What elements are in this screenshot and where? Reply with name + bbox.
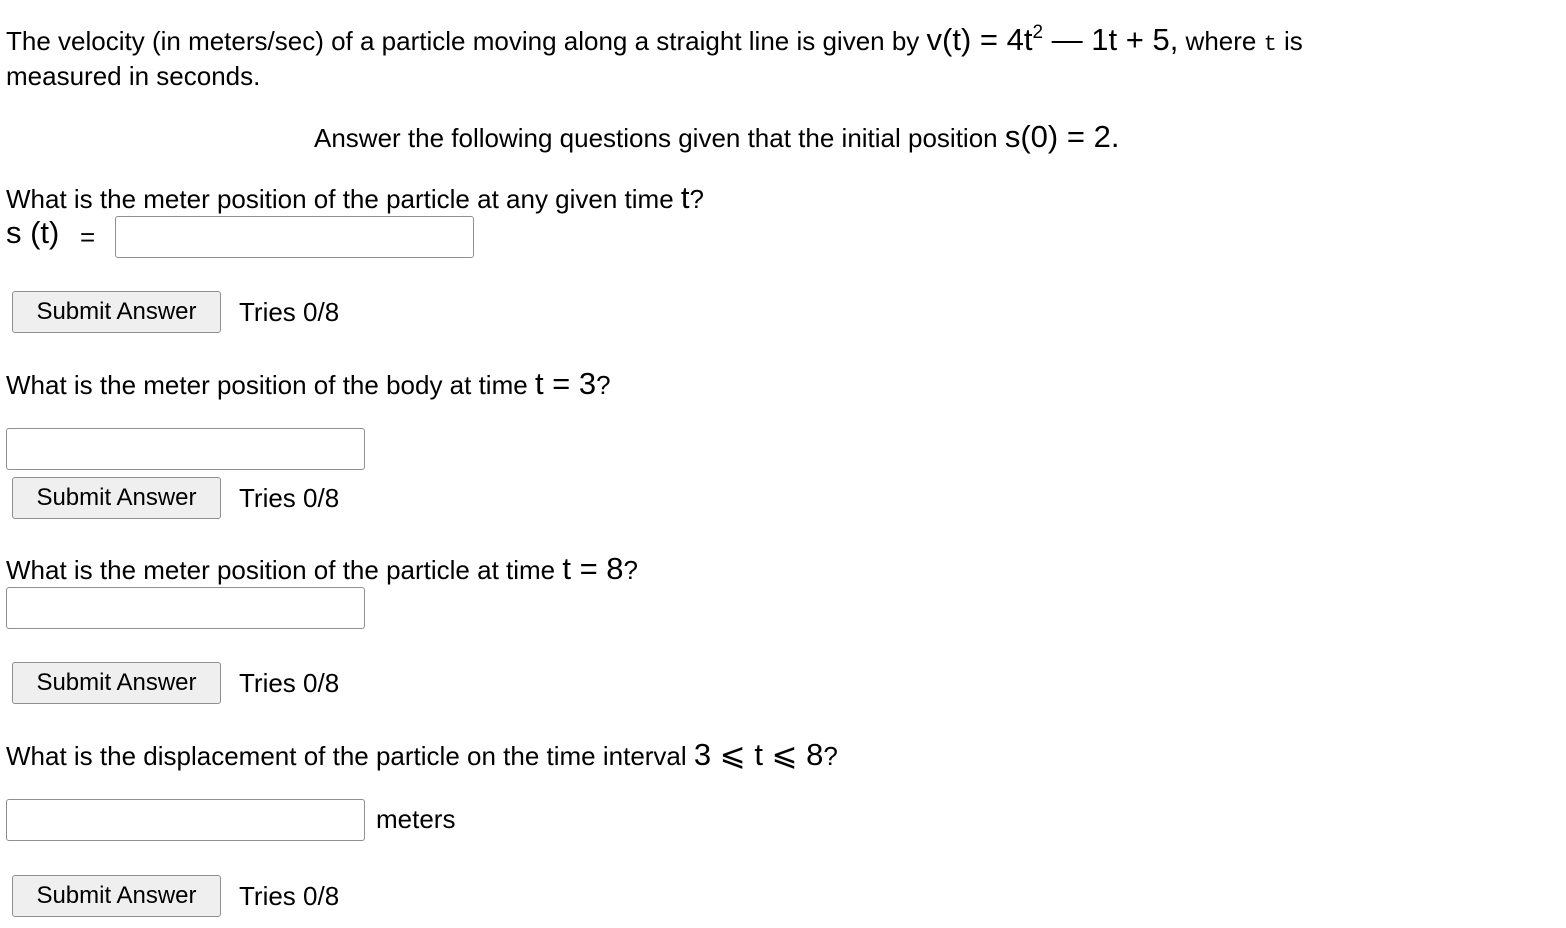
question-1-suffix: ? bbox=[689, 184, 704, 214]
question-2-math: t = 3 bbox=[534, 366, 597, 401]
velocity-equation-rest: — 1t + 5, bbox=[1043, 22, 1179, 57]
question-2-prompt bbox=[6, 366, 611, 402]
intro-text: The velocity (in meters/sec) of a particle moving along a straight line is given by bbox=[6, 26, 927, 56]
question-1-text: What is the meter position of the particle at any given time bbox=[6, 184, 681, 214]
question-2-suffix: ? bbox=[596, 370, 611, 400]
tries-counter-3: Tries 0/8 bbox=[239, 668, 340, 698]
position-function-input[interactable] bbox=[115, 216, 474, 258]
submit-answer-button-3[interactable]: Submit Answer bbox=[12, 662, 221, 704]
velocity-equation: = 4t bbox=[971, 22, 1033, 57]
submit-answer-button-2[interactable]: Submit Answer bbox=[12, 477, 221, 519]
velocity-function-name: v bbox=[926, 22, 943, 57]
question-4-text: What is the displacement of the particle on the time interval bbox=[6, 741, 694, 771]
question-4-math: 3 ⩽ t ⩽ 8 bbox=[693, 737, 824, 772]
question-1-math: t bbox=[680, 180, 690, 215]
where-text: where bbox=[1178, 26, 1264, 56]
question-4-suffix: ? bbox=[823, 741, 838, 771]
answer-input-4[interactable] bbox=[6, 799, 365, 841]
velocity-function-arg: (t) bbox=[942, 22, 972, 57]
answer-input-3[interactable] bbox=[6, 587, 365, 629]
question-3-suffix: ? bbox=[623, 555, 639, 585]
initial-condition bbox=[314, 119, 1119, 155]
unit-label: meters bbox=[376, 804, 456, 834]
time-variable: t bbox=[1263, 32, 1277, 57]
problem-statement-line-2: measured in seconds. bbox=[6, 61, 261, 91]
submit-answer-button-1[interactable]: Submit Answer bbox=[12, 291, 221, 333]
position-function-label: s (t) bbox=[6, 215, 60, 250]
tries-counter-2: Tries 0/8 bbox=[239, 483, 340, 513]
is-text: is bbox=[1276, 26, 1303, 56]
problem-statement-line-1 bbox=[6, 22, 1303, 58]
equals-sign: = bbox=[80, 222, 96, 252]
initial-condition-text: Answer the following questions given that the initial position bbox=[314, 123, 1005, 153]
tries-counter-4: Tries 0/8 bbox=[239, 881, 340, 911]
question-4-prompt bbox=[6, 737, 838, 773]
question-3-text: What is the meter position of the particle at time bbox=[6, 555, 563, 585]
velocity-exponent: 2 bbox=[1032, 22, 1044, 43]
submit-answer-button-4[interactable]: Submit Answer bbox=[12, 875, 221, 917]
question-2-text: What is the meter position of the body at time bbox=[6, 370, 535, 400]
question-1-prompt bbox=[6, 180, 704, 216]
tries-counter-1: Tries 0/8 bbox=[239, 297, 340, 327]
answer-input-2[interactable] bbox=[6, 428, 365, 470]
question-3-math: t = 8 bbox=[562, 551, 624, 586]
initial-condition-math: s(0) = 2. bbox=[1004, 119, 1120, 154]
question-3-prompt bbox=[6, 551, 638, 587]
